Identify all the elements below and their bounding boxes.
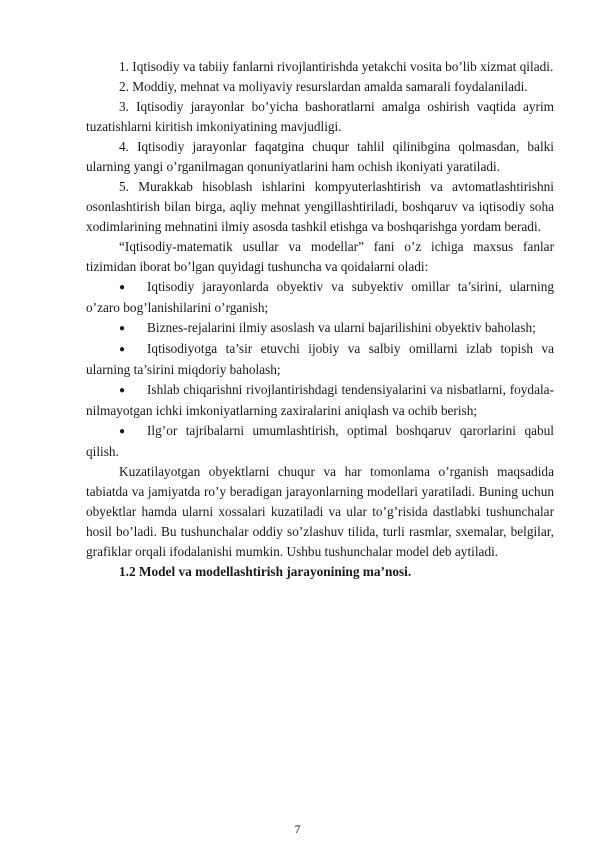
bullet-text: Biznes-rejalarini ilmiy asoslash va ularni bajarilishini obyektiv baholash; <box>147 320 536 335</box>
paragraph-4: 4. Iqtisodiy jarayonlar faqatgina chuqur tahlil qilinibgina qolmasdan, balki ularning yangi o’rganilmagan qonuniyatlarini ham ochish ikoniyati yaratiladi. <box>86 139 554 174</box>
bullet-icon: ● <box>119 385 126 396</box>
bullet-text: Ishlab chiqarishni rivojlantirishdagi tendensiyalarini va nisbatlarni, foydala-nilmayotgan ichki imkoniyatlarning zaxiralarini aniqlash va ochib berish; <box>86 382 554 418</box>
bullet-item-3 <box>86 339 554 380</box>
paragraph-intro: “Iqtisodiy-matematik usullar va modellar” fani o’z ichiga maxsus fanlar tizimidan iborat bo’lgan quyidagi tushuncha va qoidalarni oladi: <box>86 239 554 274</box>
closing-paragraph: Kuzatilayotgan obyektlarni chuqur va har tomonlama o’rganish maqsadida tabiatda va jamiyatda ro’y beradigan jarayonlarning modellari yaratiladi. Buning uchun obyektlar hamda ularni xossalari kuzatiladi va ular to’g’risida dastlabki tushunchalar hosil bo’ladi. Bu tushunchalar oddiy so’zlashuv tilida, turli rasmlar, sxemalar, belgilar, grafiklar orqali ifodalanishi mumkin. Ushbu tushunchalar model deb aytiladi. <box>86 464 554 559</box>
paragraph-2: 2. Moddiy, mehnat va moliyaviy resurslardan amalda samarali foydalaniladi. <box>119 79 528 94</box>
paragraph-5: 5. Murakkab hisoblash ishlarini kompyuterlashtirish va avtomatlashtirishni osonlashtirish bilan birga, aqliy mehnat yengillashtiriladi, boshqaruv va iqtisodiy soha xodimlarining mehnatini ilmiy asosda tashkil etishga va boshqarishga yordam beradi. <box>86 179 554 234</box>
bullet-text: Iqtisodiy jarayonlarda obyektiv va subyektiv omillar ta’sirini, ularning o’zaro bog’lanishilarini o’rganish; <box>86 279 554 315</box>
page-number: 7 <box>294 822 301 836</box>
bullet-item-5 <box>86 421 554 462</box>
bullet-item-4 <box>86 380 554 421</box>
bullet-icon: ● <box>119 323 126 334</box>
bullet-list <box>86 277 554 462</box>
page-content <box>86 57 554 582</box>
bullet-icon: ● <box>119 282 126 293</box>
paragraph-3: 3. Iqtisodiy jarayonlar bo’yicha bashoratlarni amalga oshirish vaqtida ayrim tuzatishlarni kiritish imkoniyatining mavjudligi. <box>86 99 554 134</box>
bullet-icon: ● <box>119 344 126 355</box>
bullet-text: Iqtisodiyotga ta’sir etuvchi ijobiy va salbiy omillarni izlab topish va ularning ta’sirini miqdoriy baholash; <box>86 341 554 377</box>
bullet-item-1 <box>86 277 554 318</box>
bullet-text: Ilg’or tajribalarni umumlashtirish, optimal boshqaruv qarorlarini qabul qilish. <box>86 423 554 459</box>
bullet-item-2 <box>86 318 554 339</box>
bullet-icon: ● <box>119 426 126 437</box>
section-heading: 1.2 Model va modellashtirish jarayonining ma’nosi. <box>119 564 412 579</box>
paragraph-1: 1. Iqtisodiy va tabiiy fanlarni rivojlantirishda yetakchi vosita bo’lib xizmat qiladi. <box>119 59 554 74</box>
